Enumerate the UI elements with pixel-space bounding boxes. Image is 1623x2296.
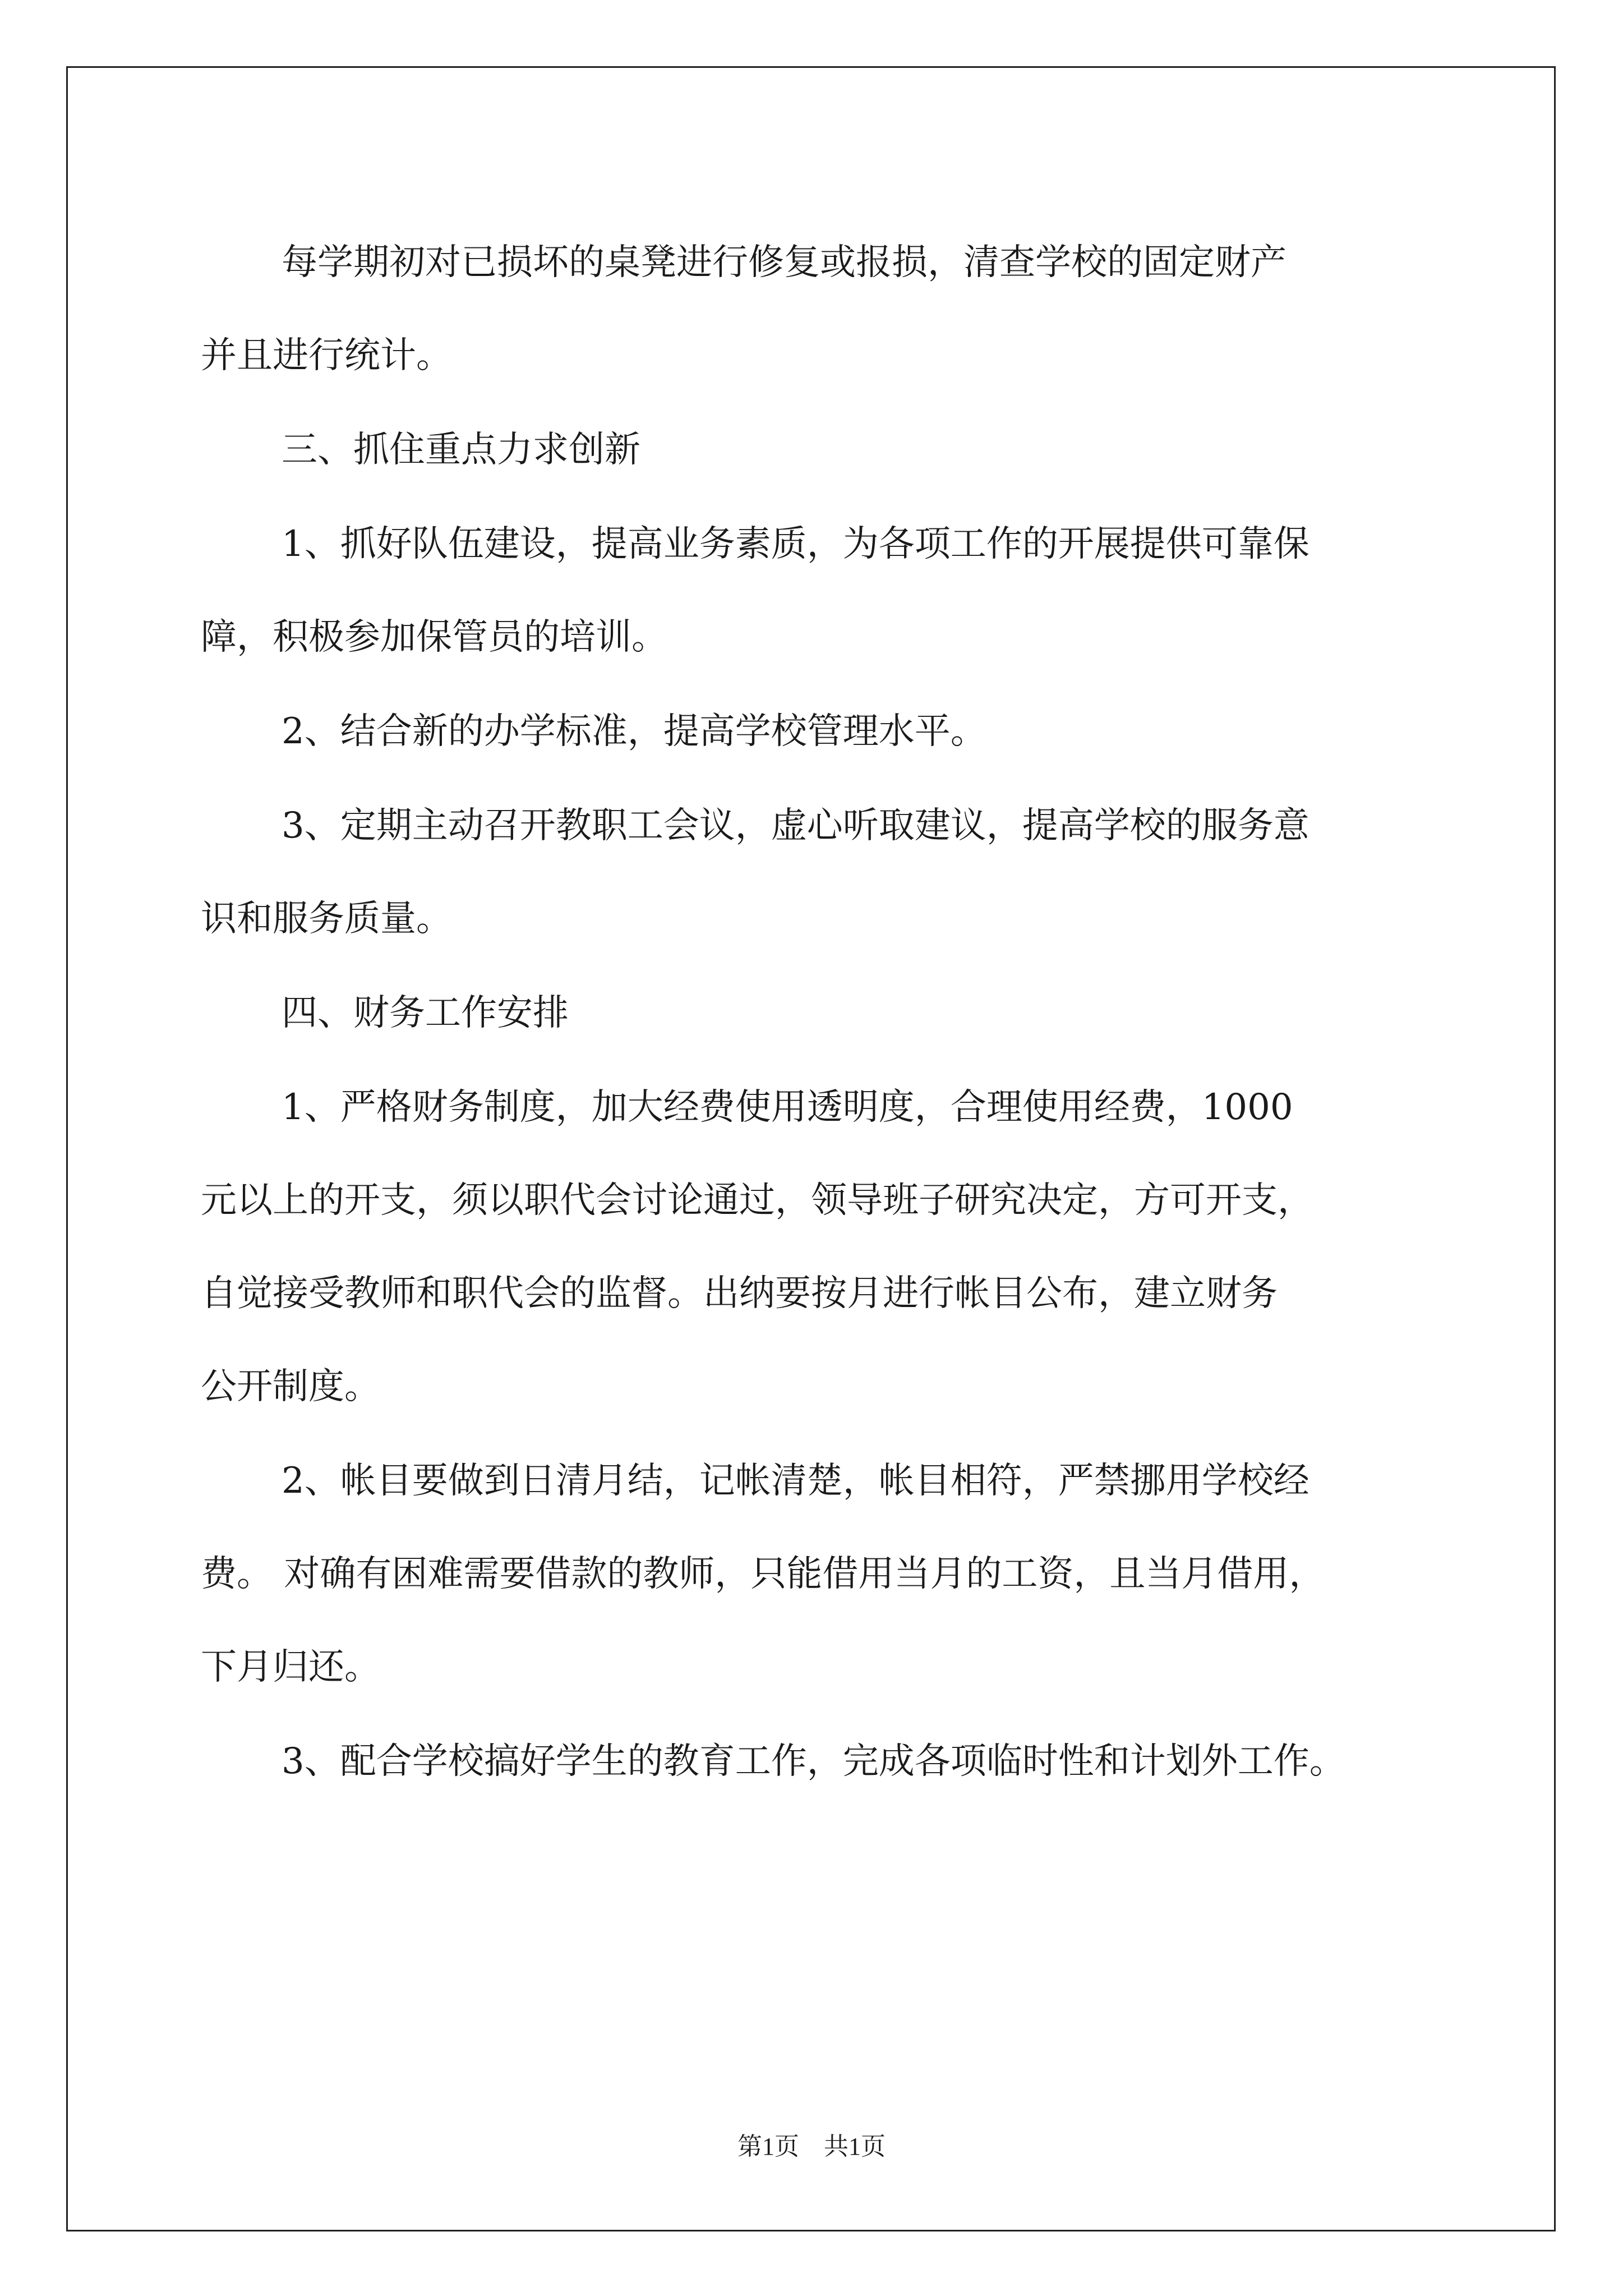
text-line: 公开制度。 (201, 1366, 380, 1407)
text-line: 并且进行统计。 (201, 335, 452, 376)
text-line: 三、抓住重点力求创新 (282, 429, 640, 471)
text-line: 2、帐目要做到日清月结，记帐清楚，帐目相符，严禁挪用学校经 (282, 1460, 1310, 1502)
section-heading-3 (201, 403, 1435, 496)
section-heading-4 (201, 967, 1435, 1060)
text-line: 识和服务质量。 (201, 898, 452, 940)
paragraph-item-cooperation (201, 1715, 1435, 1808)
text-line: 元以上的开支，须以职代会讨论通过，领导班子研究决定，方可开支， (201, 1180, 1313, 1221)
text-line: 费。 对确有困难需要借款的教师，只能借用当月的工资，且当月借用， (201, 1553, 1325, 1595)
text-line: 1、抓好队伍建设，提高业务素质，为各项工作的开展提供可靠保 (282, 523, 1310, 565)
paragraph-item-accounts (201, 1434, 1435, 1714)
text-line: 每学期初对已损坏的桌凳进行修复或报损，清查学校的固定财产 (282, 242, 1287, 283)
paragraph-item-team-building (201, 498, 1435, 684)
paragraph-item-standards (201, 685, 1435, 778)
text-line: 下月归还。 (201, 1646, 380, 1688)
document-body (201, 216, 1435, 1809)
text-line: 1、严格财务制度，加大经费使用透明度，合理使用经费，1000 (282, 1087, 1293, 1128)
text-line: 四、财务工作安排 (282, 992, 569, 1034)
paragraph-item-finance-system (201, 1061, 1435, 1433)
text-line: 3、配合学校搞好学生的教育工作，完成各项临时性和计划外工作。 (282, 1741, 1345, 1782)
text-line: 自觉接受教师和职代会的监督。出纳要按月进行帐目公布，建立财务 (201, 1273, 1278, 1314)
paragraph-item-meetings (201, 779, 1435, 965)
paragraph-fixed-assets (201, 216, 1435, 402)
page-number-footer: 第1页 共1页 (737, 2133, 886, 2160)
text-line: 2、结合新的办学标准，提高学校管理水平。 (282, 711, 986, 752)
text-line: 障，积极参加保管员的培训。 (201, 616, 667, 658)
text-line: 3、定期主动召开教职工会议，虚心听取建议，提高学校的服务意 (282, 805, 1310, 846)
